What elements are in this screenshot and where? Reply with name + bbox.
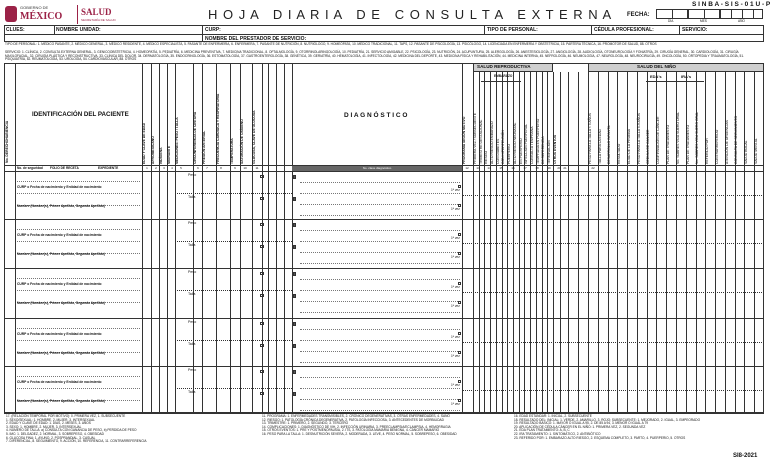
curp-line[interactable]: CURP o Fecha de nacimiento y Entidad de nacimiento	[17, 282, 102, 286]
col-header-sat-oxigeno: SATURACIÓN DE OXÍGENO	[240, 119, 244, 164]
primera-vez-box[interactable]	[458, 351, 461, 354]
country-label: MÉXICO	[20, 11, 63, 22]
primera-vez-label: 1ª vez	[451, 255, 460, 259]
subheader-expediente: EXPEDIENTE	[98, 166, 119, 170]
diag-code-box[interactable]	[293, 245, 296, 249]
column-number: 16	[511, 166, 515, 170]
primera-vez-label: 1ª vez	[451, 354, 460, 358]
primera-vez-label: 1ª vez	[451, 207, 460, 211]
primera-vez-box[interactable]	[458, 233, 461, 236]
column-number: 10	[243, 166, 247, 170]
col-header-temperatura: TEMPERATURA	[230, 138, 234, 164]
col-header-rep-5: CON DIABETES	[495, 138, 500, 164]
col-header-rep-14: TERMINACIÓN	[547, 140, 552, 164]
nombre-line[interactable]: Nombre (Nombre(s), Primer Apellido, Segundo Apellido)	[17, 351, 105, 355]
curp-line[interactable]: CURP o Fecha de nacimiento y Entidad de nacimiento	[17, 233, 102, 237]
diag-code-box[interactable]	[293, 223, 296, 227]
gov-label: GOBIERNO DE	[20, 5, 49, 10]
col-header-nino-5: EDAD DE LA PRUEBA	[626, 129, 631, 164]
col-header-nino-3: DESARROLLO INFANTIL	[607, 124, 612, 164]
glucosa-box[interactable]	[260, 245, 264, 248]
column-number: 13	[476, 166, 480, 170]
glucosa-box[interactable]	[260, 175, 264, 178]
col-header-nino-14: CONTRARREFERIDO	[714, 129, 719, 164]
col-header-edad: EDAD Y CLAVE DE EDAD	[142, 122, 146, 164]
curp-field[interactable]: CURP:	[205, 27, 221, 33]
edas-label: EDA's	[650, 74, 662, 79]
col-header-nino-13: REFERIDO POR	[705, 138, 710, 164]
column-number: 3	[163, 166, 165, 170]
col-header-nino-4: RESULTADO	[617, 143, 622, 164]
col-header-rep-2: TRIMESTRE GESTACIONAL	[478, 119, 483, 164]
column-number: 12	[465, 166, 469, 170]
diag-subheader: No. clave diagnóstico	[292, 166, 462, 171]
clues-field[interactable]: CLUES:	[6, 27, 25, 33]
footer-note: 1. SEXO/SEXUAL: 1. HOMBRE, 2. MUJER, 3. INTERSEXUAL	[6, 417, 95, 422]
primera-vez-box[interactable]	[458, 252, 461, 255]
talla-label: Talla	[188, 390, 196, 394]
column-number: 1	[146, 166, 148, 170]
footer-note: 21. EDA PLAN TRATAMIENTO: A, B, C	[514, 428, 570, 433]
embarazo-label: EMBARAZO	[494, 74, 513, 78]
footer-note: 17. (RELACIÓN TEMPORAL POR MOTIVO): 0. PRIMERA VEZ, 1. SUBSECUENTE	[6, 414, 126, 418]
ministry-label: SALUD	[81, 7, 112, 17]
curp-line[interactable]: CURP o Fecha de nacimiento y Entidad de nacimiento	[17, 380, 102, 384]
column-number: 5	[180, 166, 182, 170]
patient-row[interactable]	[4, 268, 764, 318]
glucosa-box[interactable]	[260, 223, 264, 226]
column-number: 8	[220, 166, 222, 170]
dia-label: DÍA	[668, 19, 674, 23]
glucosa-box[interactable]	[260, 322, 264, 325]
glucosa-box[interactable]	[260, 294, 264, 297]
salud-reproductiva-label: SALUD REPRODUCTIVA	[477, 64, 531, 69]
diag-code-box[interactable]	[293, 272, 296, 276]
col-header-frec-card: FRECUENCIA CARDIACA Y RESPIRATORIA	[216, 93, 220, 164]
diag-code-box[interactable]	[293, 322, 296, 326]
primera-vez-box[interactable]	[458, 282, 461, 285]
primera-vez-label: 1ª vez	[451, 335, 460, 339]
column-number: 19	[547, 166, 551, 170]
iras-label: IRA's	[681, 74, 692, 79]
col-header-rep-10: INFECCIÓN PUERPERAL	[524, 123, 529, 164]
diag-code-box[interactable]	[293, 197, 296, 201]
primera-vez-label: 1ª vez	[451, 304, 460, 308]
diag-code-box[interactable]	[293, 294, 296, 298]
col-header-nino-16: CONSULTA DE SEGUIMIENTO	[734, 115, 739, 164]
footer-note: 16. EDAD ESTANDAR: 1. INICIAL, 2. SUBSECUENTE	[514, 414, 592, 418]
nombre-line[interactable]: Nombre (Nombre(s), Primer Apellido, Segundo Apellido)	[17, 252, 105, 256]
primera-vez-label: 1ª vez	[451, 188, 460, 192]
footer-note: 6. GLUCOSA FINA: 1. AYUNO, 2. POSPRANDIAL, 3. CASUAL	[6, 435, 96, 440]
peso-label: Peso	[188, 368, 197, 372]
form-code: S I N B A - S I S - 0 1 U - P	[692, 1, 770, 8]
salud-nino-label: SALUD DEL NIÑO	[637, 64, 676, 69]
curp-line[interactable]: CURP o Fecha de nacimiento y Entidad de nacimiento	[17, 332, 102, 336]
footer-note: 23. REFERIDO POR: 1. EMBARAZO ALTO RIESGO, 2. ESQUEMA COMPLETO, 3. PARTO, 4. PUERPERIO, 5. OTROS	[514, 435, 686, 440]
col-header-nino-17: SALUD BUCAL	[744, 140, 749, 164]
footer-note: 5. IMC: 1. DELGADEZ, 2. NORMAL, 3. SOBREPESO, 4. OBESIDAD	[6, 431, 104, 436]
fecha-label: FECHA:	[627, 12, 650, 18]
col-header-rep-8: ALTO RIESGO NEONATAL	[512, 122, 517, 164]
primera-vez-box[interactable]	[458, 399, 461, 402]
servicio-field[interactable]: SERVICIO:	[682, 27, 708, 33]
col-header-nino-11: PLAN DE TRATAMIENTO	[685, 124, 690, 164]
footer-note: 11. PROGRAMA: 1. ENFERMEDADES TRANSMISIBLES, 2. CRÓNICO DEGENERATIVAS, 3. OTRAS ENFERMEDADES, 4. SANO	[262, 414, 450, 418]
primera-vez-label: 1ª vez	[451, 285, 460, 289]
column-number: 22	[591, 166, 595, 170]
footer-note: 13. TRIMESTRE: 1. PRIMERO, 2. SEGUNDO, 3. TERCERO	[262, 421, 349, 426]
ministry-sub-label: SECRETARÍA DE SALUD	[81, 18, 116, 22]
column-number: 6	[197, 166, 199, 170]
col-header-rep-3: RIESGO	[484, 150, 489, 164]
mes-label: MES	[700, 19, 707, 23]
col-header-migrante: MIGRANTE	[167, 145, 171, 164]
column-number: 21	[563, 166, 567, 170]
curp-line[interactable]: CURP o Fecha de nacimiento y Entidad de nacimiento	[17, 185, 102, 189]
diag-code-box[interactable]	[293, 344, 296, 348]
salud-nino-header	[588, 63, 764, 72]
footer-note: 12. RIESGO: 1. PATOLOGÍA CRÓNICA DEGENERATIVA, 2. PATOLOGÍA INFECCIOSA, 3. ANTECEDENTES DE MORBILIDAD	[262, 417, 444, 422]
primera-vez-box[interactable]	[458, 332, 461, 335]
col-diagnostico: D I A G N Ó S T I C O	[344, 112, 408, 119]
gov-logo	[5, 5, 73, 24]
column-number: 2	[155, 166, 157, 170]
primera-vez-box[interactable]	[458, 185, 461, 188]
col-header-rep-11: CONSULTA TEMPRANA	[529, 126, 534, 164]
column-number: 17	[523, 166, 527, 170]
column-number: 14	[487, 166, 491, 170]
ministry-logo	[77, 5, 118, 24]
footer-note: 18. RESULTADO DEL: INICIAL: 1. VERDE, 2. AMARILLO, 3. ROJO; SUBSECUENTE: 1. MEJORADO, 2. IGUAL, 3. EMPEORADO	[514, 417, 701, 422]
column-number: 9	[234, 166, 236, 170]
col-header-rep-13: DE REFERENCIA	[541, 136, 546, 164]
subheader-no-sub: No. de seguridad	[17, 166, 43, 170]
column-number: 4	[171, 166, 173, 170]
col-header-rep-7: PUERPERIO	[507, 144, 512, 164]
col-header-nino-1: PESO PARA LA TALLA < 5 AÑOS	[587, 113, 592, 164]
peso-label: Peso	[188, 173, 197, 177]
footer-note: 3. SEXO: 1. HOMBRE, 2. MUJER, 3. INTERSEXUAL	[6, 424, 82, 429]
col-header-nino-2: TALLA PARA LA EDAD	[597, 129, 602, 164]
tipo-personal-field[interactable]: TIPO DE PERSONAL:	[487, 27, 538, 33]
footer-note: 4. NÚMERO DE TALLA: a) CONSULTA CON GANANCIA DE PESO, b) PERDIDA DE PESO	[6, 428, 137, 433]
primera-vez-box[interactable]	[458, 204, 461, 207]
col-header-programa: PROGRAMA SEGÚN MOTIVO	[462, 116, 466, 164]
col-header-nino-7: CEDULA DE CANCER	[646, 129, 651, 164]
primera-vez-box[interactable]	[458, 301, 461, 304]
col-header-presion: PRESIÓN ARTERIAL	[202, 130, 206, 164]
glucosa-box[interactable]	[260, 272, 264, 275]
col-header-nino-12: No. SOBRES VIDA SUERO ORAL	[695, 111, 700, 164]
footer-note: 2. EDAD Y CLAVE DE EDAD: 1. DÍAS, 2. MESES, 3. AÑOS	[6, 421, 91, 426]
column-number: 7	[206, 166, 208, 170]
footer-note: 19. RESULTADO BÁSICO: 1. MAYOR O IGUAL A 95, 2. DE 85 A 94, 3. MENOR O IGUAL A 79	[514, 421, 649, 426]
col-header-cintura: CIRCUNFERENCIA DE CINTURA	[193, 111, 197, 164]
col-header-nino-6: PESO PARA LA TALLA 5-9 AÑOS	[636, 112, 641, 164]
footer-col-2	[262, 415, 507, 437]
column-number: 11	[255, 166, 259, 170]
diag-code-box[interactable]	[293, 392, 296, 396]
col-header-nino-18: SALUD MENTAL	[754, 138, 759, 164]
cedula-field[interactable]: CÉDULA PROFESIONAL:	[594, 27, 654, 33]
peso-label: Peso	[188, 270, 197, 274]
col-header-nino-8: CONFIRMACIÓN DE CÁNCER	[656, 116, 661, 164]
talla-label: Talla	[188, 342, 196, 346]
footer-note: 16. PESO PARA LA TALLA: 1. DESNUTRICIÓN SEVERA, 2. MODERADA, 3. LEVE, 4. PESO NORMAL, 5. SOBREPESO, 6. OBESIDAD	[262, 431, 457, 436]
anio-label: AÑO	[738, 19, 745, 23]
col-header-rep-9: EN PUERPERIO	[518, 138, 523, 164]
glucosa-box[interactable]	[260, 392, 264, 395]
glucosa-box[interactable]	[260, 344, 264, 347]
talla-label: Talla	[188, 243, 196, 247]
col-header-indigena: INDÍGENA	[159, 147, 163, 164]
primera-vez-label: 1ª vez	[451, 236, 460, 240]
footer-col-3	[514, 415, 734, 440]
footer-note: 7. DIFERENCIAL, 8. SEGUIMIENTO, 9. ACCIÓN, 10. REFERENCIA, 11. CONTRARREFERENCIA	[6, 439, 147, 444]
glucosa-box[interactable]	[260, 370, 264, 373]
nombre-line[interactable]: Nombre (Nombre(s), Primer Apellido, Segundo Apellido)	[17, 399, 105, 403]
col-no-derechohabiencia: No. DERECHOHABIENCIA	[5, 120, 9, 163]
footer-note: 15. OTROS EVENTOS: 1. PRE Y POSTMENOPAUSIA, 2. ITS, 3. PATOLOGÍA MAMARIA BENIGNA, 4. CÁNCER MAMARIO	[262, 428, 440, 433]
talla-label: Talla	[188, 195, 196, 199]
primera-vez-label: 1ª vez	[451, 383, 460, 387]
col-identificacion: IDENTIFICACIÓN DEL PACIENTE	[32, 111, 129, 118]
primera-vez-label: 1ª vez	[451, 402, 460, 406]
nombre-line[interactable]: Nombre (Nombre(s), Primer Apellido, Segundo Apellido)	[17, 204, 105, 208]
footer-note: 14. COMPLICACIONES: 1. DIAGNÓSTICO DE VIH, 2. INFECCIÓN URINARIA, 3. PREECLAMPSIA/ECLAMPSIA, 4. HEMORRAGIA	[262, 424, 451, 429]
col-header-afromexicano: AFROMEXICANO	[151, 136, 155, 164]
col-header-glucosa: GLUCOSA, CLAVE DE GLUCOSA	[252, 110, 256, 164]
col-header-nino-15: ATENCIÓN DE URGENCIAS	[724, 119, 729, 164]
page-title: H O J A D I A R I A D E C O N S U L T A E X T E R N A	[208, 7, 613, 22]
col-header-rep-12: TEMPRANA EN PUERPERIO	[535, 118, 540, 164]
talla-label: Talla	[188, 292, 196, 296]
col-header-mediciones: MEDICIONES: PESO / TALLA	[175, 117, 179, 164]
column-number: 20	[557, 166, 561, 170]
prestador-field[interactable]: NOMBRE DEL PRESTADOR DE SERVICIO:	[205, 36, 307, 42]
subheader-folio: FOLIO DE RECETA	[50, 166, 79, 170]
footer-note: 22. IRA TRATAMIENTO: 1. SINTOMÁTICO, 2. ANTIBIÓTICO	[514, 431, 601, 436]
peso-label: Peso	[188, 221, 197, 225]
footer-note: 20. APLICACIÓN DE CÉDULA CÁNCER EN EL NIÑO: 1. PRIMERA VEZ, 2. SEGUNDA VEZ	[514, 424, 646, 429]
col-header-rep-1: PRIMERA VEZ / SUBSECUENTE	[472, 112, 477, 164]
footer-col-1	[6, 415, 256, 444]
eagle-seal-icon	[5, 6, 17, 22]
column-number: 18	[535, 166, 539, 170]
unidad-field[interactable]: NOMBRE UNIDAD:	[56, 27, 101, 33]
col-header-nino-10: No. SOBRES VIDA SUERO ORAL	[675, 111, 680, 164]
servicios-legend: SERVICIO: 1. CLÍNICA, 2. CONSULTA EXTERNA GENERAL, 3. GENICOOBSTETRICIA, 4. HOMEOPATÍA, 5. PEDIATRÍA, 6. MEDICINA PREVENTIVA, 7. MEDICINA TRADICIONAL, 8. OFTALMOLOGÍA, 9. OTORRINOLARINGOLOGÍA, 10. PEDIATRÍA, 21. SERVICIO AMIGABLE, 22. PSICOLOGÍA, 23. NUTRICIÓN, 24. ACUPUNTURA, 25. ALERGOLOGÍA, 26. ANESTESIOLOGÍA, 27. ANGIOLOGÍA, 28. AUDIOLOGÍA, OTONEUROLOGÍA Y FONIATRÍA, 29. CIRUGÍA GENERAL, 30. CARDIOLOGÍA, 31. CIRUGÍA MAXILOFACIAL, 32. CIRUGÍA PLÁSTICA Y RECONSTRUCTIVA, 33. CLÍNICA DEL DOLOR, 34. DERMATOLOGÍA, 35. ENDOCRINOLOGÍA, 36. ESTOMATOLOGÍA, 37. GASTROENTEROLOGÍA, 38. GENÉTICA, 39. GERIATRÍA, 40. HEMATOLOGÍA, 41. INFECTOLOGÍA, 42. MEDICINA DEL DEPORTE, 43. MEDICINA FÍSICA Y REHABILITACIÓN, 44. MEDICINA INTERNA, 45. NEFROLOGÍA, 46. NEUMOLOGÍA, 47. NEUROLOGÍA, 48. NEUROCIRUGÍA, 49. ONCOLOGÍA, 50. ORTOPEDIA Y TRAUMATOLOGÍA, 51. PSIQUIATRÍA, 52. REUMATOLOGÍA, 53. UROLOGÍA, 54. CARDIOVASCULAR, 88. OTROS	[5, 50, 744, 62]
diag-code-box[interactable]	[293, 370, 296, 374]
peso-label: Peso	[188, 320, 197, 324]
col-header-rep-4: ALTO RIESGO EMBARAZO	[489, 121, 494, 164]
col-header-rep-6: CON HIPERTENSIÓN	[501, 130, 506, 164]
diag-code-box[interactable]	[293, 175, 296, 179]
column-number: 15	[499, 166, 503, 170]
primera-vez-box[interactable]	[458, 380, 461, 383]
nombre-line[interactable]: Nombre (Nombre(s), Primer Apellido, Segundo Apellido)	[17, 301, 105, 305]
col-header-otros-eventos: OTROS EVENTOS	[553, 134, 557, 164]
col-header-nino-9: PLAN DE TRATAMIENTO	[666, 124, 671, 164]
glucosa-box[interactable]	[260, 197, 264, 200]
page-code: SI8-2021	[733, 453, 758, 459]
tipo-personal-legend: TIPO DE PERSONAL: 1. MÉDICO PASANTE, 2. MÉDICO GENERAL, 3. MÉDICO RESIDENTE, 4. MÉDICO ESPECIALISTA, 5. PASANTE DE ENFERMERÍA, 6. ENFERMERA, 7. PASANTE DE NUTRICIÓN, 8. NUTRIÓLOGO, 9. HOMEÓPATA, 10. MÉDICO TRADICIONAL, 11. TAPS, 12. PASANTE DE PSICOLOGÍA, 13. PSICÓLOGO, 14. LICENCIADA EN ENFERMERÍA Y OBSTETRICIA, 15. PARTERA TÉCNICA, 16. PROMOTOR DE SALUD, 88. OTROS	[5, 42, 657, 46]
